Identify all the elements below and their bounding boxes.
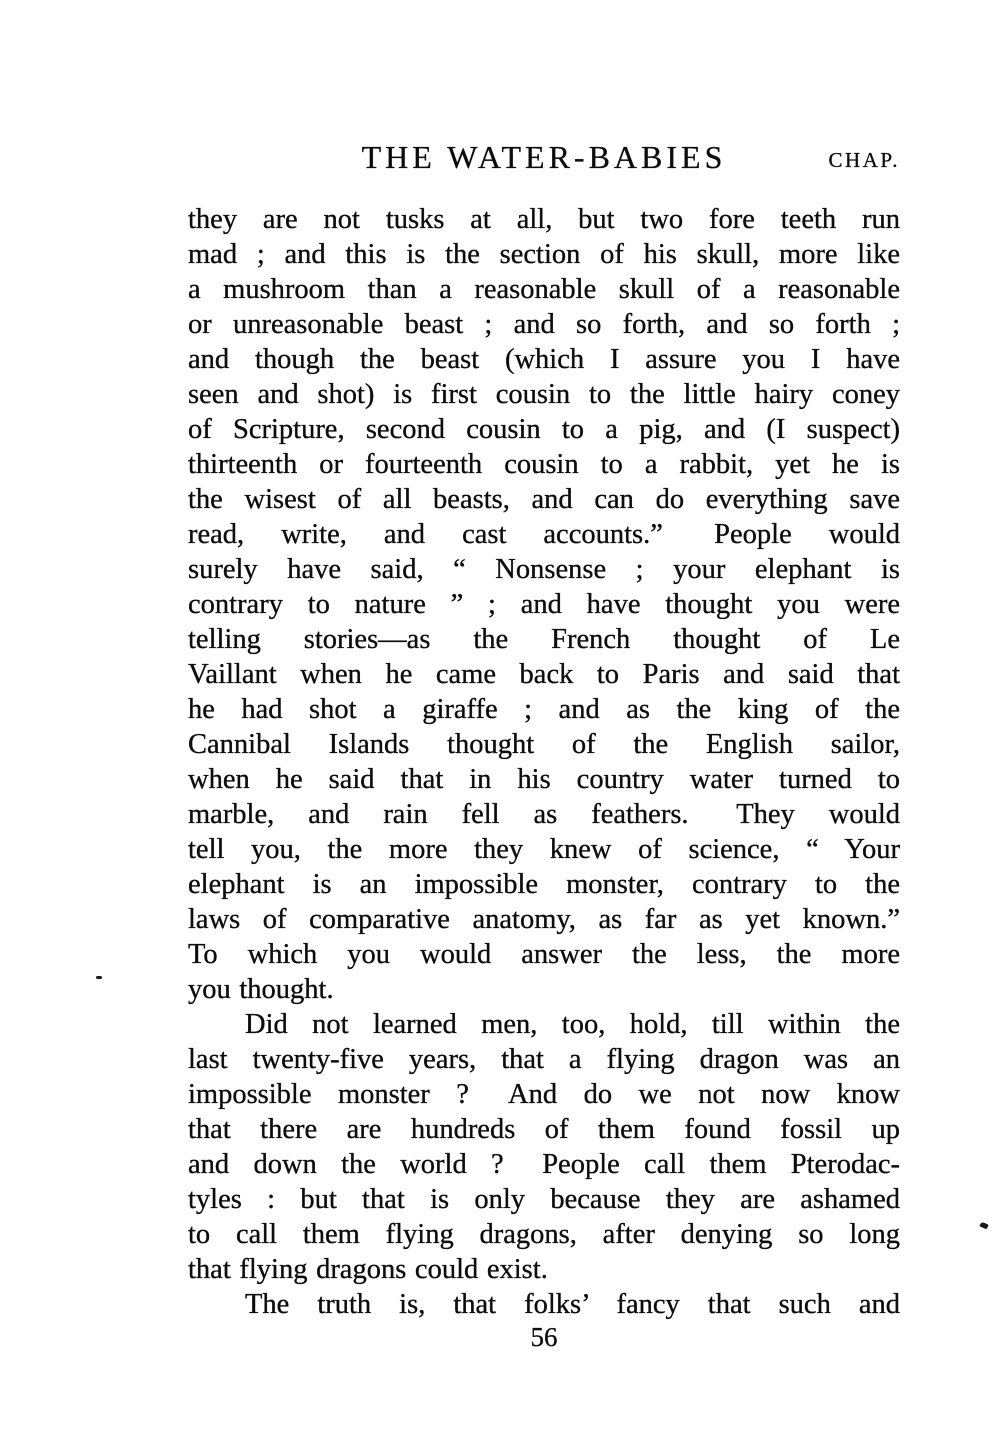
text-line: contrary to nature ” ; and have thought you were [188, 589, 900, 620]
page-number: 56 [530, 1322, 558, 1352]
running-title: THE WATER-BABIES [361, 139, 727, 175]
chapter-label: CHAP. [828, 148, 900, 172]
text-line: or unreasonable beast ; and so forth, and so forth ; [188, 309, 900, 340]
text-line: you thought. [188, 974, 334, 1005]
text-line: that flying dragons could exist. [188, 1254, 548, 1285]
text-line: when he said that in his country water turned to [188, 764, 900, 795]
text-line: laws of comparative anatomy, as far as yet known.” [188, 904, 900, 935]
scan-speck [96, 976, 102, 979]
text-line: last twenty-five years, that a flying dragon was an [188, 1044, 900, 1075]
text-line: telling stories—as the French thought of Le [188, 624, 900, 655]
text-line: tell you, the more they knew of science, “ Your [188, 834, 900, 865]
scan-speck [979, 1222, 988, 1230]
text-line: the wisest of all beasts, and can do everything save [188, 484, 900, 515]
text-line: and down the world ? People call them Pterodac- [188, 1149, 900, 1180]
text-line: he had shot a giraffe ; and as the king of the [188, 694, 900, 725]
text-line: marble, and rain fell as feathers. They would [188, 799, 900, 830]
text-line: surely have said, “ Nonsense ; your elephant is [188, 554, 900, 585]
text-line: Cannibal Islands thought of the English sailor, [188, 729, 900, 760]
text-line: that there are hundreds of them found fossil up [188, 1114, 900, 1145]
text-line: read, write, and cast accounts.” People would [188, 519, 900, 550]
text-line: thirteenth or fourteenth cousin to a rabbit, yet he is [188, 449, 900, 480]
text-line: of Scripture, second cousin to a pig, and (I suspect) [188, 414, 900, 445]
text-line: to call them flying dragons, after denying so long [188, 1219, 900, 1250]
text-line: Vaillant when he came back to Paris and said that [188, 659, 900, 690]
text-line: To which you would answer the less, the more [188, 939, 900, 970]
text-line: mad ; and this is the section of his skull, more like [188, 239, 900, 270]
text-line: they are not tusks at all, but two fore teeth run [188, 204, 900, 235]
text-line: elephant is an impossible monster, contrary to the [188, 869, 900, 900]
body-text [188, 202, 900, 1322]
text-line: impossible monster ? And do we not now know [188, 1079, 900, 1110]
text-line: tyles : but that is only because they are ashamed [188, 1184, 900, 1215]
text-line: and though the beast (which I assure you I have [188, 344, 900, 375]
text-line: The truth is, that folks’ fancy that such and [245, 1289, 900, 1320]
text-line: Did not learned men, too, hold, till within the [245, 1009, 900, 1040]
running-head [188, 139, 900, 179]
text-line: a mushroom than a reasonable skull of a reasonable [188, 274, 900, 305]
text-line: seen and shot) is first cousin to the little hairy coney [188, 379, 900, 410]
